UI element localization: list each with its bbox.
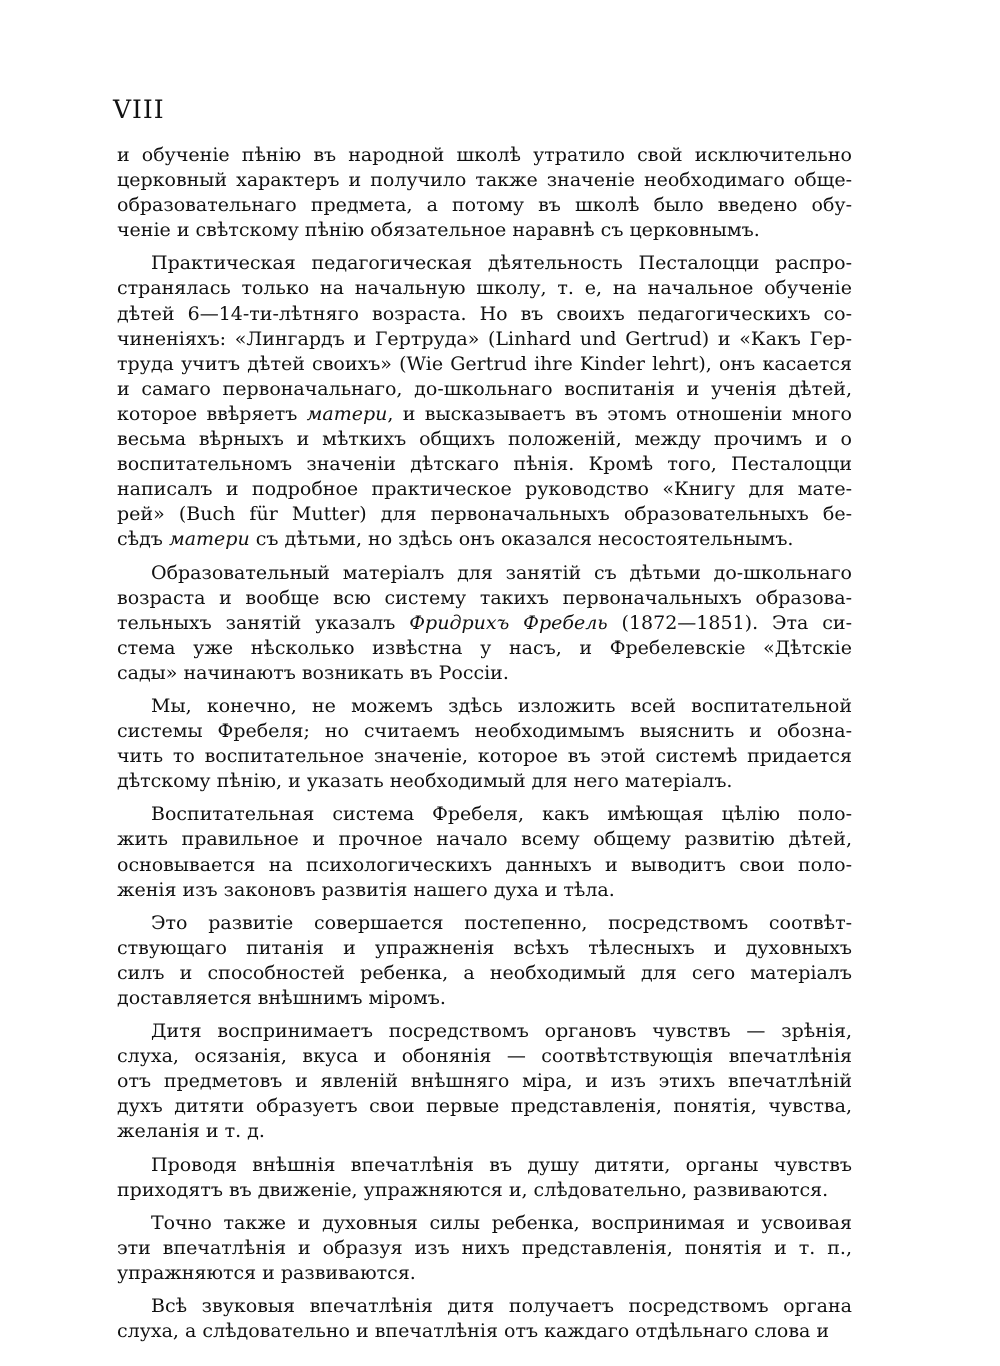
text-line: Практическая педагогическая дѣятельность Песталоцци распро- — [151, 252, 852, 275]
paragraph — [117, 911, 852, 1011]
text-line: церковный характеръ и получило также значеніе необходимаго обще- — [117, 169, 852, 192]
text-line: слуха, осязанія, вкуса и обонянія — соотвѣтствующія впечатлѣнія — [117, 1045, 852, 1068]
paragraph-gap — [117, 794, 852, 802]
text-line: возраста и вообще всю систему такихъ первоначальныхъ образова- — [117, 586, 852, 609]
paragraph — [117, 694, 852, 794]
text-line: силъ и способностей ребенка, а необходимый для сего матеріалъ — [117, 961, 852, 984]
text-line: тельныхъ занятій указалъ Фридрихъ Фребель (1872—1851). Эта си- — [117, 611, 853, 634]
text-line: желанія и т. д. — [117, 1120, 265, 1143]
text-line: духъ дитяти образуетъ свои первые представленія, понятія, чувства, — [117, 1095, 852, 1118]
text-line: Всѣ звуковыя впечатлѣнія дитя получаетъ посредствомъ органа — [151, 1295, 852, 1318]
text-line: основывается на психологическихъ данныхъ и выводитъ свои поло- — [117, 853, 852, 876]
text-line: стема уже нѣсколько извѣстна у насъ, и Фребелевскіе «Дѣтскіе — [117, 636, 852, 659]
paragraph-gap — [117, 686, 852, 694]
text-line: труда учитъ дѣтей своихъ» (Wie Gertrud ihre Kinder lehrt), онъ касается — [117, 352, 852, 375]
text-line: чиненіяхъ: «Лингардъ и Гертруда» (Linhard und Gertrud) и «Какъ Гер- — [117, 327, 852, 350]
text-line: сады» начинаютъ возникать въ Россіи. — [117, 661, 509, 684]
text-line: доставляется внѣшнимъ міромъ. — [117, 987, 446, 1009]
page-number: VIII — [113, 95, 165, 124]
text-line: Точно также и духовныя силы ребенка, воспринимая и усвоивая — [151, 1211, 852, 1234]
text-line: дѣтскому пѣнію, и указать необходимый для него матеріалъ. — [117, 770, 733, 793]
text-line: сѣдъ матери съ дѣтьми, но здѣсь онъ оказался несостоятельнымъ. — [117, 528, 794, 551]
text-line: Это развитіе совершается постепенно, посредствомъ соотвѣт- — [151, 911, 852, 934]
paragraph-gap — [117, 1011, 852, 1019]
text-line: дѣтей 6—14-ти-лѣтняго возраста. Но въ своихъ педагогическихъ со- — [117, 302, 852, 325]
paragraph — [117, 1294, 852, 1344]
paragraph — [117, 251, 852, 552]
text-line: Дитя воспринимаетъ посредствомъ органовъ чувствъ — зрѣнія, — [151, 1020, 852, 1043]
text-line: странялась только на начальную школу, т. е, на начальное обученіе — [117, 277, 852, 300]
text-line: Мы, конечно, не можемъ здѣсь изложить всей воспитательной — [151, 694, 852, 717]
text-line: весьма вѣрныхъ и мѣткихъ общихъ положеній, между прочимъ и о — [117, 428, 852, 451]
text-line: жить правильное и прочное начало всему общему развитію дѣтей, — [117, 828, 852, 851]
text-line: которое ввѣряетъ матери, и высказываетъ въ этомъ отношеніи много — [117, 402, 852, 425]
text-line: ствующаго питанія и упражненія всѣхъ тѣлесныхъ и духовныхъ — [117, 936, 852, 959]
paragraph-gap — [117, 553, 852, 561]
text-line: Образовательный матеріалъ для занятій съ дѣтьми до-школьнаго — [151, 561, 852, 584]
text-line: Воспитательная система Фребеля, какъ имѣющая цѣлію поло- — [151, 803, 852, 826]
text-line: воспитательномъ значеніи дѣтскаго пѣнія. Кромѣ того, Песталоцци — [117, 453, 852, 476]
paragraph-gap — [117, 903, 852, 911]
text-line: Проводя внѣшнія впечатлѣнія въ душу дитяти, органы чувствъ — [151, 1153, 852, 1176]
emphasis-text: матери — [306, 402, 388, 425]
paragraph-gap — [117, 1145, 852, 1153]
text-line: и самаго первоначальнаго, до-школьнаго воспитанія и ученія дѣтей, — [117, 377, 852, 400]
paragraph — [117, 143, 852, 243]
text-line: системы Фребеля; но считаемъ необходимымъ выяснить и обозна- — [117, 720, 852, 743]
paragraph-gap — [117, 1203, 852, 1211]
paragraph-gap — [117, 1286, 852, 1294]
paragraph — [117, 802, 852, 902]
text-line: написалъ и подробное практическое руководство «Книгу для мате- — [117, 478, 852, 501]
paragraph — [117, 561, 852, 686]
text-line: приходятъ въ движеніе, упражняются и, слѣдовательно, развиваются. — [117, 1178, 829, 1201]
text-line: слуха, а слѣдовательно и впечатлѣнія отъ каждаго отдѣльнаго слова и — [117, 1320, 830, 1343]
text-line: отъ предметовъ и явленій внѣшняго міра, и изъ этихъ впечатлѣній — [117, 1070, 852, 1093]
text-line: рей» (Buch für Mutter) для первоначальныхъ образовательныхъ бе- — [117, 503, 852, 526]
paragraph — [117, 1019, 852, 1144]
emphasis-text: матери — [168, 528, 250, 551]
body-text — [117, 143, 852, 1344]
paragraph — [117, 1153, 852, 1203]
text-line: ченіе и свѣтскому пѣнію обязательное наравнѣ съ церковнымъ. — [117, 219, 760, 242]
text-line: чить то воспитательное значеніе, которое въ этой системѣ придается — [117, 745, 852, 768]
text-line: упражняются и развиваются. — [117, 1261, 416, 1284]
paragraph — [117, 1211, 852, 1286]
paragraph-gap — [117, 243, 852, 251]
text-line: образовательнаго предмета, а потому въ школѣ было введено обу- — [117, 194, 852, 217]
text-line: и обученіе пѣнію въ народной школѣ утратило свой исключительно — [117, 144, 852, 166]
text-line: эти впечатлѣнія и образуя изъ нихъ представленія, понятія и т. п., — [117, 1236, 852, 1259]
emphasis-text: Фридрихъ Фребель — [409, 611, 608, 634]
text-line: женія изъ законовъ развитія нашего духа и тѣла. — [117, 878, 615, 901]
